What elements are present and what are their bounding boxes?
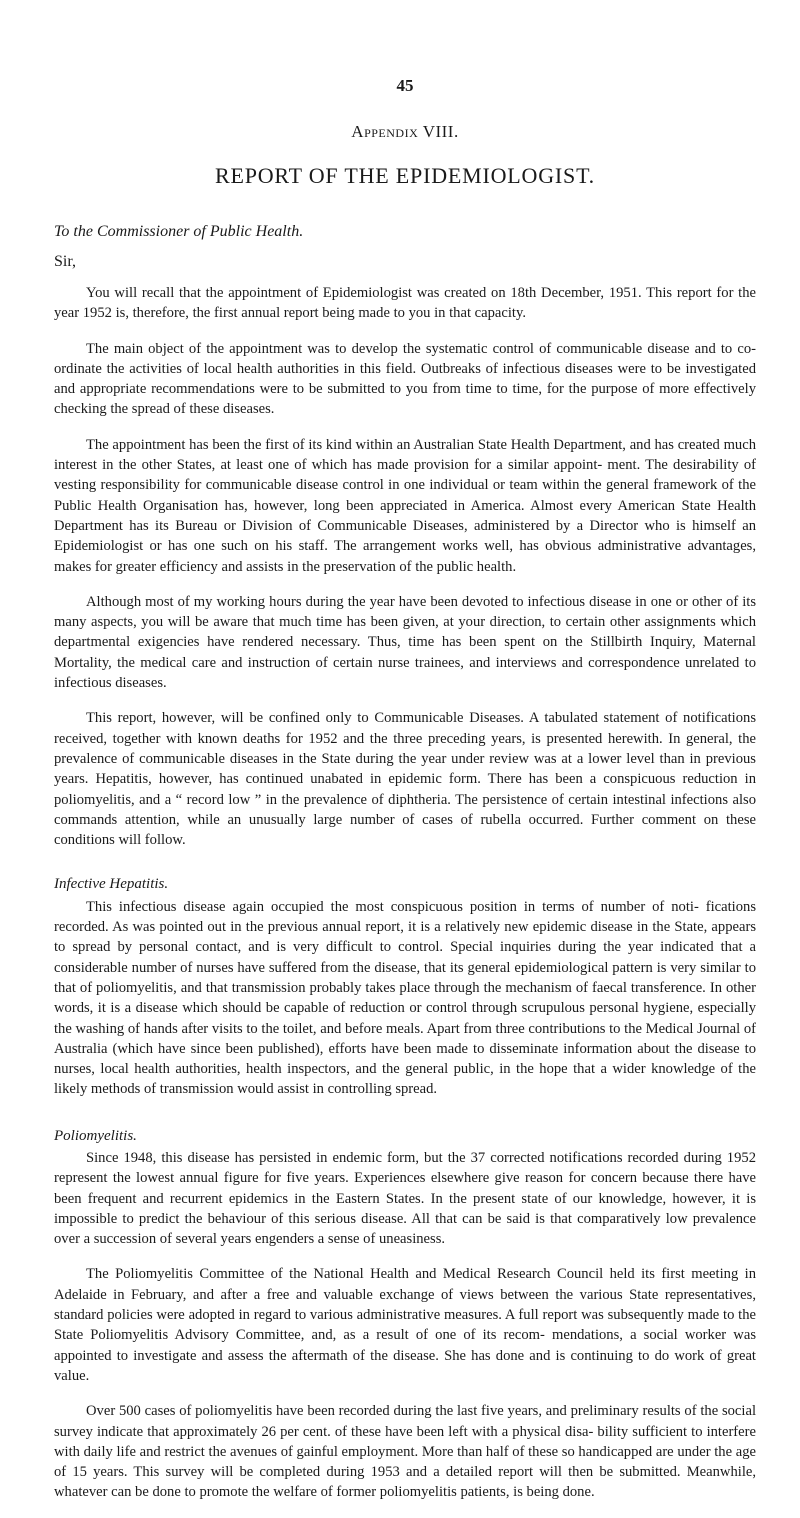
section-heading-poliomyelitis: Poliomyelitis. bbox=[54, 1127, 137, 1144]
page-number: 45 bbox=[396, 76, 414, 95]
poliomyelitis-paragraph: Over 500 cases of poliomyelitis have been recorded during the last five years, and preliminary results of the social survey indicate that approximately 26 per cent. of these have been left with a physical disa- bility sufficient to interfere with daily life and restrict the avenues of gainful employment. More than half of these so handicapped are under the age of 15 years. This survey will be completed during 1953 and a detailed report will then be submitted. Meanwhile, whatever can be done to promote the welfare of former poliomyelitis patients, is being done. bbox=[54, 1403, 756, 1501]
intro-paragraph: You will recall that the appointment of Epidemiologist was created on 18th December, 1951. This report for the year 1952 is, therefore, the first annual report being made to you in that capacity. bbox=[54, 285, 756, 322]
section-heading-hepatitis: Infective Hepatitis. bbox=[54, 876, 169, 893]
intro-paragraph: The main object of the appointment was to develop the systematic control of communicable disease and to co-ordinate the activities of local health authorities in this field. Outbreaks of infectious diseases were to be investigated and appropriate recommendations were to be submitted to you from time to time, for the purpose of more effectively checking the spread of these diseases. bbox=[54, 340, 756, 418]
addressee: To the Commissioner of Public Health. bbox=[54, 223, 304, 240]
report-title: REPORT OF THE EPIDEMIOLOGIST. bbox=[214, 163, 595, 188]
report-body bbox=[54, 283, 756, 1518]
intro-paragraph: Although most of my working hours during the year have been devoted to infectious disease in one or other of its many aspects, you will be aware that much time has been given, at your direction, to certain other assignments which departmental exigencies have rendered necessary. Thus, time has been spent on the Stillbirth Inquiry, Maternal Mortality, the medical care and instruction of certain nurse trainees, and interviews and correspondence unrelated to infectious diseases. bbox=[54, 593, 756, 692]
salutation: Sir, bbox=[54, 253, 77, 270]
intro-paragraph: This report, however, will be confined only to Communicable Diseases. A tabulated statement of notifications received, together with known deaths for 1952 and the three preceding years, is presented herewith. In general, the prevalence of communicable diseases in the State during the year under review was at a lower level than in previous years. Hepatitis, however, has continued unabated in epidemic form. There has been a conspicuous reduction in poliomyelitis, and a “ record low ” in the prevalence of diphtheria. The persistence of certain intestinal infections also commands attention, while an unusually large number of cases of rubella occurred. Further comment on these conditions will follow. bbox=[54, 710, 756, 849]
intro-paragraph: The appointment has been the first of its kind within an Australian State Health Department, and has created much interest in the other States, at least one of which has made provision for a similar appoint- ment. The desirability of vesting responsibility for communicable disease control in one individual or team within the general framework of the Public Health Organisation has, however, long been appreciated in America. Almost every American State Health Department has its Bureau or Division of Communicable Diseases, administered by a Director who is himself an Epidemiologist or has one such on his staff. The arrangement works well, has obvious administrative advantages, makes for greater efficiency and assists in the preservation of the public health. bbox=[54, 436, 756, 575]
hepatitis-paragraph: This infectious disease again occupied the most conspicuous position in terms of number of noti- fications recorded. As was pointed out in the previous annual report, it is a relatively new epidemic disease in the State, appears to spread by personal contact, and is very difficult to control. Special inquiries during the year indicated that a considerable number of nurses have suffered from the disease, that its general epidemiological pattern is very similar to that of poliomyelitis, and that transmission probably takes place through the mechanism of faecal transference. In other words, it is a disease which should be capable of reduction or control through scrupulous personal hygiene, especially the washing of hands after visits to the toilet, and before meals. Apart from three contributions to the Medical Journal of Australia (which have since been published), efforts have been made to disseminate information about the disease to nurses, local health authorities, health inspectors, and the general public, in the hope that a wider knowledge of the likely methods of transmission would assist in controlling spread. bbox=[54, 898, 756, 1098]
appendix-label: Appendix VIII. bbox=[351, 122, 459, 141]
poliomyelitis-paragraph: Since 1948, this disease has persisted in endemic form, but the 37 corrected notifications recorded during 1952 represent the lowest annual figure for five years. Experiences elsewhere give reason for concern because there have been frequent and recurrent epidemics in the Eastern States. In the present state of our knowledge, however, it is impossible to predict the behaviour of this serious disease. All that can be said is that comparatively low prevalence over a succession of several years engenders a sense of uneasiness. bbox=[54, 1149, 756, 1248]
poliomyelitis-paragraph: The Poliomyelitis Committee of the National Health and Medical Research Council held its first meeting in Adelaide in February, and after a free and valuable exchange of views between the various State representatives, standard policies were adopted in regard to various administrative measures. A full report was subsequently made to the State Poliomyelitis Advisory Committee, and, as a result of one of its recom- mendations, a social worker was appointed to investigate and assess the aftermath of the disease. She has done and is continuing to do work of great value. bbox=[54, 1266, 756, 1384]
